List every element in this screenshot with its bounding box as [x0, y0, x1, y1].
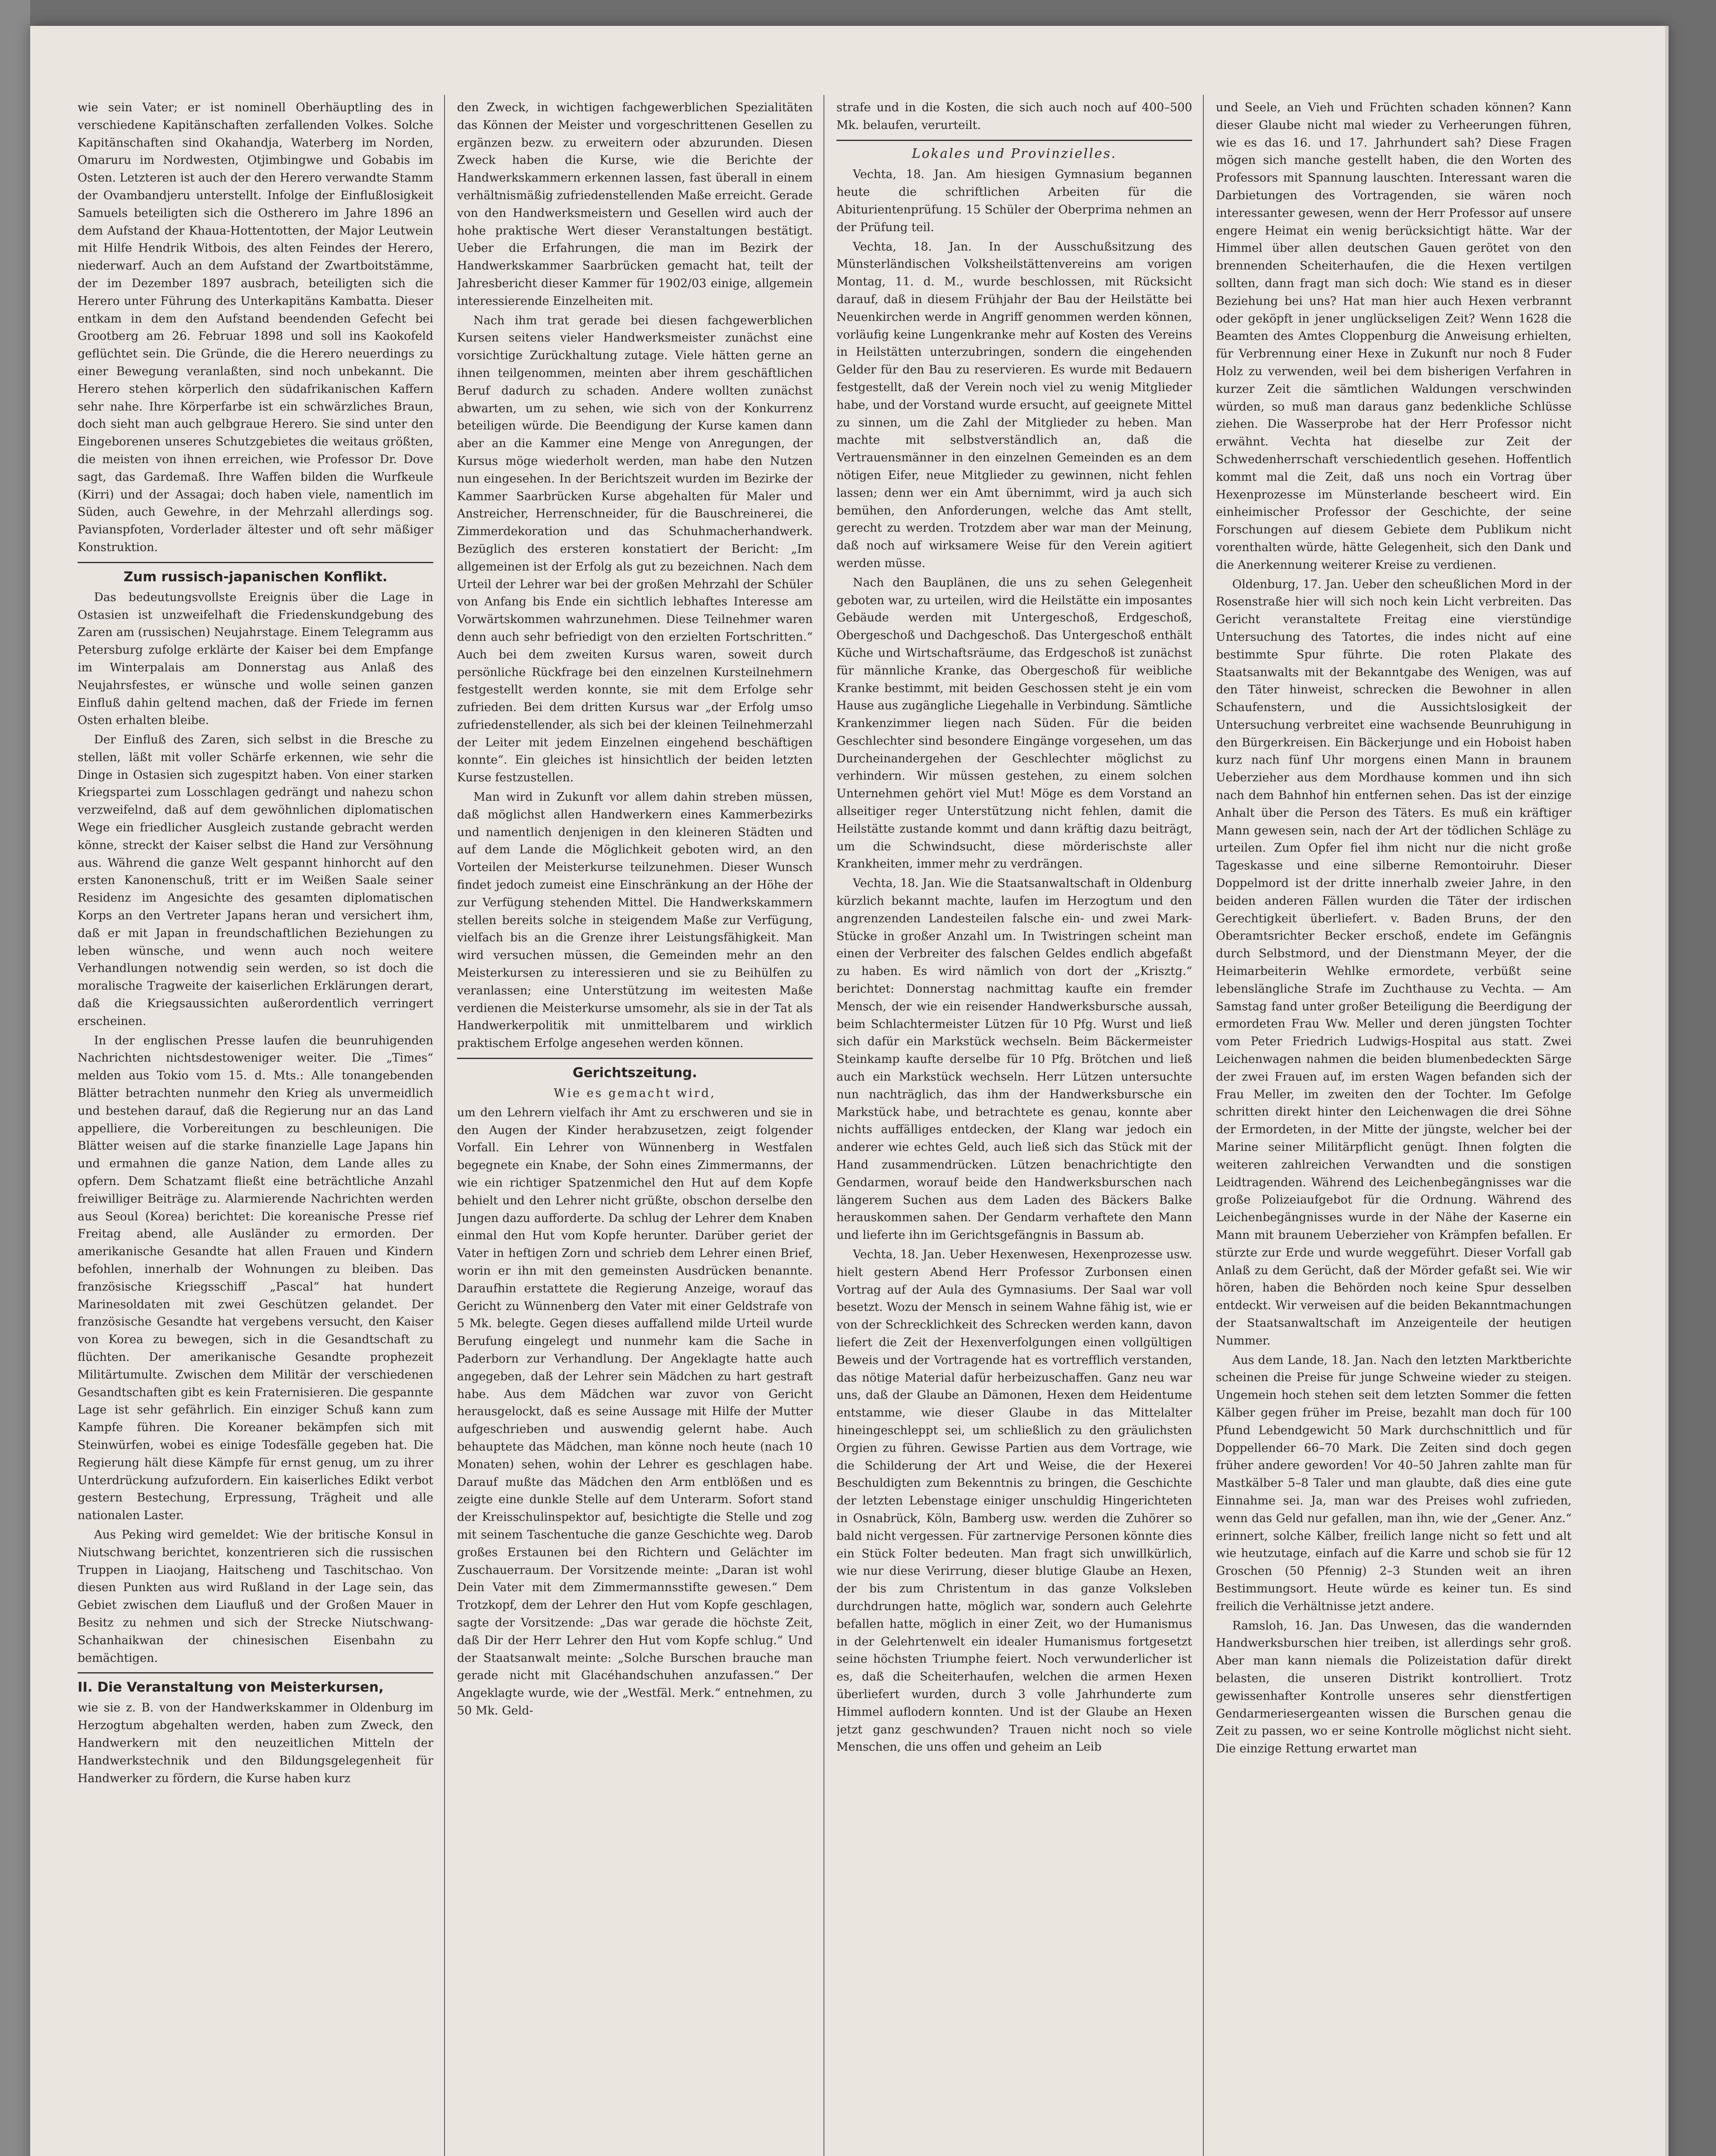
section-divider — [836, 140, 1192, 141]
article-paragraph: Aus Peking wird gemeldet: Wie der britische Konsul in Niutschwang berichtet, konzentrieren sich die russischen Truppen in Liaojang, Haitscheng und Taschitschao. Von diesen Punkten aus wird Rußland in der Lage sein, das Gebiet zwischen dem Liaufluß und der Großen Mauer in Besitz zu nehmen und sich der Strecke Niutschwang-Schanhaikwan der chinesischen Eisenbahn zu bemächtigen. — [78, 1528, 433, 1665]
column-rule — [444, 95, 445, 2156]
article-paragraph: Ramsloh, 16. Jan. Das Unwesen, das die wandernden Handwerksburschen hier treiben, ist allerdings sehr groß. Aber man kann niemals die Polizeistation dafür direkt belasten, die unseren Distrikt kontrolliert. Trotz gewissenhafter Kontrolle unseres sehr dienstfertigen Gendarmeriesergeanten wissen die Burschen genau die Zeit zu passen, wo er seine Kontrolle möglichst nicht sieht. Die einzige Rettung erwartet man — [1216, 1619, 1572, 1756]
column-4 — [1216, 99, 1572, 2156]
section-divider — [78, 1672, 433, 1673]
section-heading: Zum russisch-japanischen Konflikt. — [123, 569, 388, 585]
section-heading: Lokales und Provinzielles. — [911, 146, 1117, 161]
section-divider — [457, 1058, 813, 1059]
article-paragraph: In der englischen Presse laufen die beunruhigenden Nachrichten nichtsdestoweniger weiter. Die „Times“ melden aus Tokio vom 15. d. Mts.: Alle tonangebenden Blätter betrachten nunmehr den Krieg als unvermeidlich und bestehen darauf, daß die Regierung nur an das Land appelliere, die Vorbereitungen zu beschleunigen. Die Blätter weisen auf die starke finanzielle Lage Japans hin und ermahnen die ganze Nation, dem Lande alles zu opfern. Dem Schatzamt fließt eine beträchtliche Anzahl freiwilliger Beiträge zu. Alarmierende Nachrichten werden aus Seoul (Korea) berichtet: Die koreanische Presse rief Freitag abend, alle Ausländer zu ermorden. Der amerikanische Gesandte hat allen Frauen und Kindern befohlen, innerhalb der Wohnungen zu bleiben. Das französische Kriegsschiff „Pascal“ hat hundert Marinesoldaten mit zwei Geschützen gelandet. Der französische Gesandte hat vergebens versucht, den Kaiser von Korea zu bewegen, sich in die Gesandtschaft zu flüchten. Der amerikanische Gesandte prophezeit Militärtumulte. Zwischen dem Militär der verschiedenen Gesandtschaften gibt es kein Fraternisieren. Die gespannte Lage ist sehr gefährlich. Ein einziger Schuß kann zum Kampfe führen. Die Koreaner bekämpfen sich mit Steinwürfen, wobei es einige Todesfälle gegeben hat. Die Regierung hält diese Kämpfe für ernst genug, um zu ihrer Unterdrückung aufzufordern. Ein kaiserliches Edikt verbot gestern Bestechung, Erpressung, Trägheit und alle nationalen Laster. — [78, 1034, 433, 1523]
article-paragraph: den Zweck, in wichtigen fachgewerblichen Spezialitäten das Können der Meister und vorgeschrittenen Gesellen zu ergänzen bezw. zu erweitern oder abzurunden. Diesen Zweck haben die Kurse, wie die Berichte der Handwerkskammern erkennen lassen, fast überall in einem verhältnismäßig zufriedenstellenden Maße erreicht. Gerade von den Handwerksmeistern und Gesellen wird auch der hohe praktische Wert dieser Veranstaltungen bestätigt. Ueber die Erfahrungen, die man im Bezirk der Handwerkskammer Saarbrücken gemacht hat, teilt der Jahresbericht dieser Kammer für 1902/03 einige, allgemein interessierende Einzelheiten mit. — [457, 101, 813, 308]
article-paragraph: Das bedeutungsvollste Ereignis über die Lage in Ostasien ist unzweifelhaft die Friedenskundgebung des Zaren am (russischen) Neujahrstage. Einem Telegramm aus Petersburg zufolge erklärte der Kaiser bei dem Empfange im Winterpalais am Donnerstag aus Anlaß des Neujahrsfestes, er wünsche und wolle seinen ganzen Einfluß dahin geltend machen, daß der Friede im fernen Osten erhalten bleibe. — [78, 590, 433, 727]
article-paragraph: wie sein Vater; er ist nominell Oberhäuptling des in verschiedene Kapitänschaften zerfallenden Volkes. Solche Kapitänschaften sind Okahandja, Waterberg im Norden, Omaruru im Nordwesten, Otjimbingwe und Gobabis im Osten. Letzteren ist auch der den Herero verwandte Stamm der Ovambandjeru unterstellt. Infolge der Einflußlosigkeit Samuels beteiligten sich die Ostherero im Jahre 1896 an dem Aufstand der Khaua-Hottentotten, der Major Leutwein mit Hilfe Hendrik Witbois, des alten Feindes der Herero, niederwarf. Auch an dem Aufstand der Zwartboitstämme, der im Dezember 1897 ausbrach, beteiligten sich die Herero unter Führung des Unterkapitäns Kambatta. Dieser entkam in dem den Aufstand beendenden Gefecht bei Grootberg am 26. Februar 1898 und soll ins Kaokofeld geflüchtet sein. Die Gründe, die die Herero neuerdings zu einer Bewegung veranlaßten, sind noch unbekannt. Die Herero stehen körperlich den südafrikanischen Kaffern sehr nahe. Ihre Körperfarbe ist ein schwärzliches Braun, doch sieht man auch gelbgraue Herero. Sie sind unter den Eingeborenen unseres Schutzgebietes die weitaus größten, die meisten von ihnen erreichen, wie Professor Dr. Dove sagt, das Gardemaß. Ihre Waffen bilden die Wurfkeule (Kirri) und der Assagai; doch haben viele, namentlich im Süden, auch Gewehre, in der Mehrzahl allerdings sog. Pavianspfoten, Vorderlader ältester und oft sehr mäßiger Konstruktion. — [78, 101, 433, 554]
section-heading: II. Die Veranstaltung von Meisterkursen, — [78, 1680, 384, 1695]
article-paragraph: Nach ihm trat gerade bei diesen fachgewerblichen Kursen seitens vieler Handwerksmeister zunächst eine vorsichtige Zurückhaltung zutage. Viele hätten gerne an ihnen teilgenommen, meinten aber ihrem geschäftlichen Beruf dadurch zu schaden. Andere wollten zunächst abwarten, um zu sehen, wie sich von der Konkurrenz beteiligen würde. Die Beendigung der Kurse kamen dann aber an die Kammer eine Menge von Anregungen, der Kursus möge wiederholt werden, man habe den Nutzen nun eingesehen. In der Berichtszeit wurden im Bezirke der Kammer Saarbrücken Kurse abgehalten für Maler und Anstreicher, Herrenschneider, für die Bauschreinerei, die Zimmerdekoration und das Schuhmacherhandwerk. Bezüglich des ersteren konstatiert der Bericht: „Im allgemeinen ist der Erfolg als gut zu bezeichnen. Nach dem Urteil der Lehrer war bei der großen Mehrzahl der Schüler von Anfang bis Ende ein sichtlich lebhaftes Interesse am Vorwärtskommen wahrzunehmen. Diese Teilnehmer waren denn auch sehr befriedigt von den erzielten Fortschritten.“ Auch bei dem zweiten Kursus waren, soweit durch persönliche Rückfrage bei den einzelnen Kursteilnehmern festgestellt werden konnte, sie mit dem Erfolge sehr zufrieden. Bei dem dritten Kursus war „der Erfolg umso zufriedenstellender, als sich bei der kleinen Teilnehmerzahl der Leiter mit jedem Einzelnen eingehend beschäftigen konnte“. Ein gleiches ist hinsichtlich der beiden letzten Kurse festzustellen. — [457, 313, 813, 785]
article-paragraph: Aus dem Lande, 18. Jan. Nach den letzten Marktberichte scheinen die Preise für junge Schweine wieder zu steigen. Ungemein hoch stehen seit dem letzten Sommer die fetten Kälber gegen früher im Preise, bezahlt man doch für 100 Pfund Lebendgewicht 50 Mark durchschnittlich und für Doppellender 66–70 Mark. Die Zeiten sind doch gegen früher andere geworden! Vor 40–50 Jahren zahlte man für Mastkälber 5–8 Taler und man glaubte, daß dies eine gute Einnahme sei. Ja, man war des Preises wohl zufrieden, wenn das Geld nur gefallen, man ihn, wie der „Gener. Anz.“ erinnert, solche Kälber, freilich lange nicht so fett und alt wie heutzutage, einfach auf die Karre und schob sie für 12 Groschen (50 Pfennig) 2–3 Stunden weit an ihren Bestimmungsort. Heute würde es keiner tun. Es sind freilich die Verhältnisse jetzt andere. — [1216, 1353, 1572, 1613]
newspaper-page — [30, 26, 1669, 2156]
article-paragraph: Oldenburg, 17. Jan. Ueber den scheußlichen Mord in der Rosenstraße hier will sich noch kein Licht verbreiten. Das Gericht veranstaltete Freitag eine vierstündige Untersuchung des Tatortes, die indes nicht auf eine bestimmte Spur führte. Die roten Plakate des Staatsanwalts mit der Bekanntgabe des Wenigen, was auf den Täter hinweist, schrecken die Bewohner in allen Schaufenstern, und die Aussichtslosigkeit der Untersuchung verbreitet eine wachsende Beunruhigung in den Bürgerkreisen. Ein Bäckerjunge und ein Hoboist haben kurz nach fünf Uhr morgens einen Mann in braunem Ueberzieher aus dem Mordhause kommen und ihn sich nach dem Bahnhof hin entfernen sehen. Das ist der einzige Anhalt über die Person des Täters. Es muß ein kräftiger Mann gewesen sein, nach der Art der tödlichen Schläge zu urteilen. Zum Opfer fiel ihm nicht nur die nicht große Tageskasse und eine silberne Remontoiruhr. Dieser Doppelmord ist der dritte innerhalb zweier Jahre, in den beiden anderen Fällen wurden die Täter der irdischen Gerechtigkeit überliefert. v. Baden Bruns, der den Oberamtsrichter Becker erschoß, endete im Gefängnis durch Selbstmord, und der Dienstmann Meyer, der die Heimarbeiterin Wehlke ermordete, verbüßt seine lebenslängliche Strafe im Zuchthause zu Vechta. — Am Samstag fand unter großer Beteiligung die Beerdigung der ermordeten Frau Ww. Meller und deren jüngsten Tochter vom Peter Friedrich Ludwigs-Hospital aus statt. Zwei Leichenwagen nahmen die beiden blumenbedeckten Särge der zwei Frauen auf, im ersten Wagen befanden sich der Frau Meller, im zweiten den der Tochter. Im Gefolge schritten direkt hinter den Leichenwagen die drei Söhne der Ermordeten, in der Mitte der jüngste, welcher bei der Marine seiner Militärpflicht genügt. Ihnen folgten die weiteren zahlreichen Verwandten und die sonstigen Leidtragenden. Während des Leichenbegängnisses war die große Polizeiaufgebot für die Ordnung. Während des Leichenbegängnisses wurde in der Nähe der Kaserne ein Mann mit braunem Ueberzieher von Krämpfen befallen. Er stürzte zur Erde und wurde weggeführt. Dieser Vorfall gab Anlaß zu dem Gerücht, daß der Mörder gefaßt sei. Wie wir hören, haben die Behörden noch keine Spur desselben entdeckt. Wir verweisen auf die beiden Bekanntmachungen der Staatsanwaltschaft im Anzeigenteile der heutigen Nummer. — [1216, 577, 1572, 1348]
article-paragraph: Vechta, 18. Jan. Wie die Staatsanwaltschaft in Oldenburg kürzlich bekannt machte, laufen im Herzogtum und den angrenzenden Landesteilen falsche ein- und zwei Mark-Stücke in großer Anzahl um. In Twistringen scheint man einen der Verbreiter des falschen Geldes endlich abgefaßt zu haben. Es wird nämlich von dort der „Krisztg.“ berichtet: Donnerstag nachmittag kaufte ein fremder Mensch, der wie ein reisender Handwerksbursche aussah, beim Schlachtermeister Lützen für 10 Pfg. Wurst und ließ sich dafür ein Markstück wechseln. Beim Bäckermeister Steinkamp kaufte derselbe für 10 Pfg. Brötchen und ließ auch ein Markstück wechseln. Herr Lützen untersuchte nun nachträglich, das ihm der Handwerksbursche ein Markstück habe, und betrachtete es genau, konnte aber nichts auffälliges entdecken, der Klang war jedoch ein anderer wie echtes Geld, auch ließ sich das Stück mit der Hand zusammendrücken. Lützen benachrichtigte den Gendarmen, worauf beide den Handwerksburschen nach längerem Suchen aus dem Laden des Bäckers Balke herauskommen sahen. Der Gendarm verhaftete den Mann und lieferte ihn im Gerichtsgefängnis in Bassum ab. — [836, 877, 1192, 1242]
article-paragraph: Man wird in Zukunft vor allem dahin streben müssen, daß möglichst allen Handwerkern eines Kammerbezirks und namentlich denjenigen in den kleineren Städten und auf dem Lande die Möglichkeit geboten wird, an den Vorteilen der Meisterkurse teilzunehmen. Dieser Wunsch findet jedoch zumeist eine Einschränkung an der Höhe der zur Verfügung stehenden Mittel. Die Handwerkskammern stellen bereits solche in steigendem Maße zur Verfügung, vielfach bis an die Grenze ihrer Leistungsfähigkeit. Man wird versuchen müssen, die Gemeinden mehr an den Meisterkursen zu interessieren und sie zu Beihülfen zu veranlassen; eine Unterstützung im weitesten Maße verdienen die Meisterkurse umsomehr, als sie in der Tat als Handwerkerpolitik mit unmittelbarem und wirklich praktischem Erfolge angesehen werden können. — [457, 790, 813, 1050]
article-paragraph: und Seele, an Vieh und Früchten schaden können? Kann dieser Glaube nicht mal wieder zu Verheerungen führen, wie es das 16. und 17. Jahrhundert sah? Diese Fragen mögen sich manche gestellt haben, die den Worten des Professors mit Spannung lauschten. Interessant waren die Darbietungen des Vortragenden, sie wären noch interessanter gewesen, wenn der Herr Professor auf unsere engere Heimat ein wenig berücksichtigt hätte. War der Himmel über allen deutschen Gauen gerötet von den brennenden Scheiterhaufen, die die Hexen vertilgen sollten, dann fragt man sich doch: Wie stand es in dieser Beziehung bei uns? Hat man hier auch Hexen verbrannt oder geköpft in jener unglückseligen Zeit? Wenn 1628 die Beamten des Amtes Cloppenburg die Anweisung erhielten, für Verbrennung einer Hexe in Zukunft nur noch 8 Fuder Holz zu verwenden, weil bei dem bisherigen Verfahren in kurzer Zeit die sämtlichen Waldungen verschwinden würden, so muß man daraus ganz bedenkliche Schlüsse ziehen. Die Wasserprobe hat der Herr Professor nicht erwähnt. Vechta hat dieselbe zur Zeit der Schwedenherrschaft verschiedentlich gesehen. Hoffentlich kommt mal die Zeit, daß uns noch ein Vortrag über Hexenprozesse im Münsterlande bescheert wird. Ein einheimischer Professor der Geschichte, der seine Forschungen auf diesem Gebiete dem Publikum nicht vorenthalten würde, hätte Gelegenheit, sich den Dank und die Anerkennung weiterer Kreise zu verdienen. — [1216, 101, 1572, 572]
article-paragraph: Vechta, 18. Jan. Am hiesigen Gymnasium begannen heute die schriftlichen Arbeiten für die Abiturientenprüfung. 15 Schüler der Oberprima nehmen an der Prüfung teil. — [836, 168, 1192, 234]
article-paragraph: um den Lehrern vielfach ihr Amt zu erschweren und sie in den Augen der Kinder herabzusetzen, zeigt folgender Vorfall. Ein Lehrer von Wünnenberg in Westfalen begegnete ein Knabe, der Sohn eines Zimmermanns, der wie ein richtiger Spatzenmichel den Hut auf dem Kopfe behielt und den Lehrer nicht grüßte, obschon derselbe den Jungen dazu aufforderte. Da schlug der Lehrer dem Knaben einmal den Hut vom Kopfe herunter. Darüber geriet der Vater in heftigen Zorn und schrieb dem Lehrer einen Brief, worin er ihn mit den gemeinsten Ausdrücken benannte. Daraufhin erstattete die Regierung Anzeige, worauf das Gericht zu Wünnenberg den Vater mit einer Geldstrafe von 5 Mk. belegte. Gegen dieses auffallend milde Urteil wurde Berufung eingelegt und nunmehr kam die Sache in Paderborn zur Verhandlung. Der Angeklagte hatte auch angegeben, daß der Lehrer sein Mädchen zu hart gestraft habe. Aus dem Mädchen war zuvor von Gericht herausgelockt, daß es seine Aussage mit Hilfe der Mutter aufgeschrieben und auswendig gelernt habe. Auch behauptete das Mädchen, man könne noch heute (nach 10 Monaten) sehen, wohin der Lehrer es geschlagen habe. Darauf mußte das Mädchen den Arm entblößen und es zeigte eine dunkle Stelle auf dem Unterarm. Sofort stand der Kreisschulinspektor auf, besichtigte die Stelle und zog mit seinem Taschentuche die ganze Geschichte weg. Darob großes Erstaunen bei den Richtern und Gelächter im Zuschauerraum. Der Vorsitzende meinte: „Daran ist wohl Dein Vater mit dem Zimmermannsstifte gewesen.“ Dem Trotzkopf, dem der Lehrer den Hut vom Kopfe geschlagen, sagte der Vorsitzende: „Das war gerade die höchste Zeit, daß Dir der Herr Lehrer den Hut vom Kopfe schlug.“ Und der Staatsanwalt meinte: „Solche Burschen brauche man gerade nicht mit Glacéhandschuhen anzufassen.“ Der Angeklagte wurde, wie der „Westfäl. Merk.“ entnehmen, zu 50 Mk. Geld- — [457, 1106, 813, 1717]
article-paragraph: strafe und in die Kosten, die sich auch noch auf 400–500 Mk. belaufen, verurteilt. — [836, 101, 1192, 132]
column-1 — [78, 99, 433, 2156]
column-3 — [836, 99, 1192, 2156]
article-paragraph: Vechta, 18. Jan. In der Ausschußsitzung des Münsterländischen Volksheilstättenvereins am vorigen Montag, 11. d. M., wurde beschlossen, mit Rücksicht darauf, daß in diesem Frühjahr der Bau der Heilstätte bei Neuenkirchen werde in Angriff genommen werden können, vorläufig keine Lungenkranke mehr auf Kosten des Vereins in Heilstätten unterzubringen, sondern die eingehenden Gelder für den Bau zu reservieren. Es wurde mit Bedauern festgestellt, daß der Verein noch viel zu wenig Mitglieder habe, und der Vorstand wurde ersucht, auf geeignete Mittel zu sinnen, um die Zahl der Mitglieder zu heben. Man machte mit selbstverständlich an, daß die Vertrauensmänner in den einzelnen Gemeinden es an dem nötigen Eifer, neue Mitglieder zu gewinnen, nicht fehlen lassen; denn wer ein Amt übernimmt, wird ja auch sich bemühen, den Anforderungen, welche das Amt stellt, gerecht zu werden. Trotzdem aber war man der Meinung, daß noch auf wirksamere Weise für den Verein agitiert werden müsse. — [836, 240, 1192, 570]
article-paragraph: wie sie z. B. von der Handwerkskammer in Oldenburg im Herzogtum abgehalten werden, haben zum Zweck, den Handwerkern mit den neuzeitlichen Mitteln der Handwerkstechnik und den Bildungsgelegenheit für Handwerker zu fördern, die Kurse haben kurz — [78, 1701, 433, 1785]
column-2 — [457, 99, 813, 2156]
article-subheading: Wie es gemacht wird, — [554, 1087, 716, 1100]
column-rule — [1203, 95, 1204, 2156]
article-paragraph: Der Einfluß des Zaren, sich selbst in die Bresche zu stellen, läßt mit voller Schärfe erkennen, wie sehr die Dinge in Ostasien sich zugespitzt haben. Von einer starken Kriegspartei zum Losschlagen gedrängt und nahezu schon verzweifelnd, daß auf dem gewöhnlichen diplomatischen Wege ein friedlicher Ausgleich zustande gebracht werden könne, streckt der Kaiser selbst die Hand zur Versöhnung aus. Während die ganze Welt gespannt hinhorcht auf den ersten Kanonenschuß, tritt er im Weißen Saale seiner Residenz im Angesichte des gesamten diplomatischen Korps an den Vertreter Japans heran und versichert ihm, daß er mit Japan in freundschaftlichen Beziehungen zu leben wünsche, und wenn auch noch weitere Verhandlungen notwendig sein werden, so ist doch die moralische Tragweite der kaiserlichen Erklärungen derart, daß die Kriegsaussichten außerordentlich verringert erscheinen. — [78, 733, 433, 1028]
article-paragraph: Vechta, 18. Jan. Ueber Hexenwesen, Hexenprozesse usw. hielt gestern Abend Herr Professor Zurbonsen einen Vortrag auf der Aula des Gymnasiums. Der Saal war voll besetzt. Wozu der Mensch in seinem Wahne fähig ist, wie er von der Schrecklichkeit des Schrecken werden kann, davon liefert die Zeit der Hexenverfolgungen einen vollgültigen Beweis und der Vortragende hat es vortrefflich verstanden, das nötige Material dafür herbeizuschaffen. Ganz neu war uns, daß der Glaube an Dämonen, Hexen dem Heidentume entstamme, wie dieser Glaube in das Mittelalter hineingeschleppt sei, um schließlich zu den gräulichsten Orgien zu führen. Gewisse Partien aus dem Vortrage, wie die Schilderung der Art und Weise, die der Hexerei Beschuldigten zum Bekenntnis zu bringen, die Geschichte der letzten Lebenstage einiger unschuldig Hingerichteten in Osnabrück, Köln, Bamberg usw. werden die Zuhörer so bald nicht vergessen. Für zartnervige Personen könnte dies ein Stück Folter bedeuten. Man fragt sich unwillkürlich, wie nur diese Verirrung, dieser blutige Glaube an Hexen, der bis zum Christentum in das ganze Volksleben durchdrungen hatte, möglich war, sondern auch Gelehrte befallen hatte, möglich in einer Zeit, wo der Humanismus in der Gelehrtenwelt ein idealer Humanismus fortgesetzt seine höchsten Triumphe feiert. Noch verwunderlicher ist es, daß die Scheiterhaufen, welchen die armen Hexen überliefert wurden, durch 3 volle Jahrhunderte zum Himmel auflodern konnten. Und ist der Glaube an Hexen jetzt ganz geschwunden? Trauen nicht noch so viele Menschen, die uns offen und geheim an Leib — [836, 1248, 1192, 1754]
section-heading: Gerichtszeitung. — [573, 1065, 697, 1081]
article-paragraph: Nach den Bauplänen, die uns zu sehen Gelegenheit geboten war, zu urteilen, wird die Heilstätte ein imposantes Gebäude werden mit Untergeschoß, Erdgeschoß, Obergeschoß und Dachgeschoß. Das Untergeschoß enthält Küche und Wirtschaftsräume, das Erdgeschoß ist zunächst für männliche Kranke, das Obergeschoß für weibliche Kranke bestimmt, mit beiden Geschossen steht je ein vom Hause aus zugängliche Liegehalle in Verbindung. Sämtliche Krankenzimmer liegen nach Süden. Für die beiden Geschlechter sind besondere Eingänge vorgesehen, um das Durcheinandergehen der Geschlechter möglichst zu verhindern. Wir müssen gestehen, zu einem solchen Unternehmen gehört viel Mut! Möge es dem Vorstand an allseitiger reger Unterstützung nicht fehlen, damit die Heilstätte zustande kommt und dann kräftig dazu beiträgt, um die Schwindsucht, diese mörderischste aller Krankheiten, immer mehr zu verdrängen. — [836, 576, 1192, 871]
page-edge — [1665, 26, 1669, 2156]
section-divider — [78, 562, 433, 563]
page-background — [0, 0, 30, 2156]
